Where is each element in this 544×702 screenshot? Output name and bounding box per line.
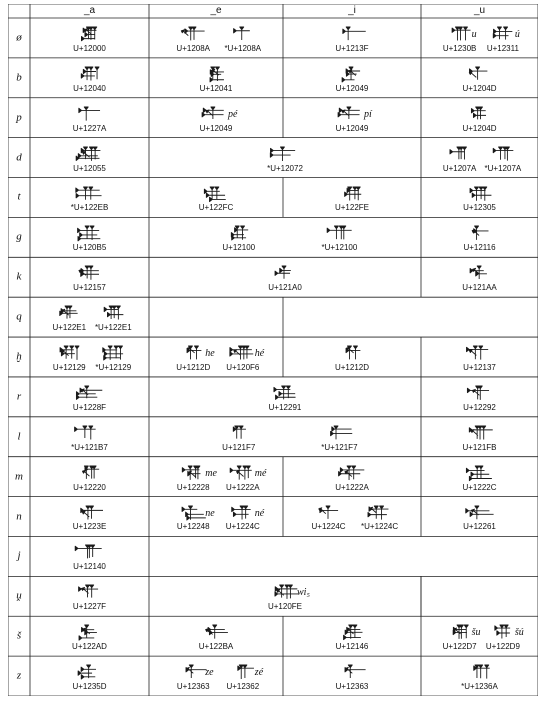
unicode-codepoint: U+1204D [462, 83, 497, 93]
cuneiform-sign-icon [469, 265, 491, 281]
unicode-codepoint: U+120F6 [226, 362, 260, 372]
cuneiform-sign-icon [464, 425, 496, 441]
cuneiform-sign-icon [468, 664, 492, 680]
cuneiform-sign-icon [337, 26, 367, 42]
unicode-codepoint: U+121F7 [222, 442, 256, 452]
unicode-codepoint: *U+1208A [224, 43, 262, 53]
cuneiform-sign-icon [101, 305, 125, 321]
unicode-codepoint: U+1208A [176, 43, 211, 53]
unicode-codepoint: U+12311 [486, 43, 519, 53]
cuneiform-sign-icon [466, 186, 493, 202]
syllabary-table [8, 4, 538, 696]
unicode-codepoint: U+122AD [72, 642, 107, 652]
cuneiform-sign-icon [231, 26, 255, 42]
unicode-codepoint: U+12040 [73, 83, 106, 93]
cuneiform-sign-icon [270, 584, 300, 600]
unicode-codepoint: U+12100 [222, 243, 256, 253]
cuneiform-sign-icon [58, 345, 81, 361]
cuneiform-sign-icon [101, 345, 126, 361]
cuneiform-sign-icon [446, 26, 474, 42]
unicode-codepoint: U+1222C [462, 482, 497, 492]
unicode-codepoint: *U+122E1 [94, 323, 132, 333]
unicode-codepoint: *U+1207A [484, 163, 522, 173]
unicode-codepoint: *U+122EB [70, 203, 109, 213]
unicode-codepoint: U+12041 [199, 83, 233, 93]
cuneiform-sign-icon [341, 186, 364, 202]
unicode-codepoint: U+122D9 [485, 642, 520, 652]
unicode-codepoint: U+12362 [226, 682, 260, 691]
row-label: n [16, 510, 22, 523]
cuneiform-sign-icon [178, 26, 208, 42]
cuneiform-sign-icon [448, 624, 472, 640]
row-label: ṷ [16, 589, 22, 602]
cuneiform-sign-icon [78, 624, 102, 640]
cuneiform-sign-icon [366, 505, 393, 521]
unicode-codepoint: U+12140 [73, 562, 106, 572]
unicode-codepoint: U+12305 [463, 203, 496, 213]
cuneiform-sign-icon [465, 345, 494, 361]
cuneiform-sign-icon [448, 146, 472, 162]
cuneiform-sign-icon [73, 544, 106, 560]
unicode-codepoint: U+12228 [176, 482, 210, 492]
unicode-codepoint: U+121A0 [268, 283, 302, 293]
cuneiform-sign-icon [79, 26, 101, 42]
row-label: t [17, 190, 21, 203]
cuneiform-sign-icon [489, 146, 517, 162]
unicode-codepoint: U+1223E [72, 522, 107, 532]
cuneiform-sign-icon [78, 465, 101, 481]
unicode-codepoint: U+122D7 [442, 642, 477, 652]
cuneiform-sign-icon [272, 385, 299, 401]
cuneiform-sign-icon [79, 66, 101, 82]
row-label: k [16, 270, 22, 283]
cuneiform-sign-icon [73, 186, 106, 202]
cuneiform-sign-icon [76, 265, 103, 281]
cuneiform-sign-icon [231, 664, 254, 680]
unicode-codepoint: *U+1224C [361, 522, 399, 532]
cuneiform-sign-icon [465, 465, 494, 481]
unicode-codepoint: U+1224C [225, 522, 260, 532]
reading-note: u [471, 29, 477, 40]
unicode-codepoint: *U+12129 [95, 362, 132, 372]
cuneiform-sign-icon [490, 26, 516, 42]
unicode-codepoint: U+1212D [334, 362, 370, 372]
unicode-codepoint: U+1227A [72, 123, 107, 133]
cuneiform-sign-icon [324, 225, 355, 241]
cuneiform-sign-icon [179, 664, 207, 680]
reading-note: pí [364, 108, 372, 120]
cuneiform-sign-icon [203, 624, 229, 640]
cuneiform-sign-icon [75, 146, 105, 162]
cuneiform-sign-icon [316, 505, 342, 521]
cuneiform-sign-icon [465, 385, 495, 401]
cuneiform-sign-icon [57, 305, 81, 321]
cuneiform-sign-icon [230, 505, 256, 521]
cuneiform-sign-icon [182, 345, 205, 361]
row-label: q [16, 310, 22, 323]
unicode-codepoint: U+122FE [334, 203, 370, 213]
cuneiform-sign-icon [269, 146, 301, 162]
row-label: g [16, 230, 22, 243]
cuneiform-sign-icon [73, 106, 106, 122]
unicode-codepoint: U+1213F [335, 43, 369, 53]
row-label: j [17, 549, 21, 562]
row-label: m [15, 470, 23, 483]
unicode-codepoint: U+12000 [73, 43, 106, 53]
unicode-codepoint: U+12129 [52, 362, 86, 372]
unicode-codepoint: U+12049 [199, 123, 233, 133]
cuneiform-sign-icon [325, 425, 354, 441]
unicode-codepoint: U+12146 [335, 642, 369, 652]
cuneiform-sign-icon [468, 106, 492, 122]
unicode-codepoint: U+12363 [176, 682, 210, 691]
row-label: r [16, 390, 22, 403]
cuneiform-sign-icon [181, 465, 205, 481]
row-label: ḫ [16, 350, 22, 363]
unicode-codepoint: *U+121F7 [321, 442, 358, 452]
cuneiform-sign-icon [201, 106, 232, 122]
row-label: l [17, 430, 21, 443]
cuneiform-sign-icon [75, 385, 104, 401]
unicode-codepoint: *U+1236A [461, 682, 498, 691]
reading-note: ne [205, 507, 215, 519]
cuneiform-sign-icon [205, 66, 227, 82]
cuneiform-sign-icon [465, 66, 494, 82]
cuneiform-sign-icon [274, 265, 296, 281]
cuneiform-sign-icon [340, 624, 365, 640]
unicode-codepoint: U+120B5 [72, 243, 107, 253]
unicode-codepoint: U+1222A [335, 482, 369, 492]
cuneiform-sign-icon [227, 425, 250, 441]
cuneiform-sign-icon [341, 345, 364, 361]
reading-note: né [254, 507, 265, 519]
row-label: d [16, 151, 22, 164]
unicode-codepoint: U+12055 [73, 163, 106, 173]
unicode-codepoint: U+1222A [226, 482, 260, 492]
cuneiform-sign-icon [180, 505, 207, 521]
reading-note: he [205, 348, 215, 360]
cuneiform-sign-icon [337, 106, 368, 122]
unicode-codepoint: *U+12100 [321, 243, 358, 253]
unicode-codepoint: U+1207A [442, 163, 477, 173]
row-label: ø [16, 31, 22, 44]
unicode-codepoint: *U+121B7 [71, 442, 108, 452]
reading-note: me [205, 467, 217, 479]
cuneiform-sign-icon [75, 505, 105, 521]
reading-note: hé [254, 348, 265, 360]
cuneiform-sign-icon [468, 225, 491, 241]
unicode-codepoint: U+1212D [176, 362, 211, 372]
unicode-codepoint: *U+12072 [267, 163, 303, 173]
unicode-codepoint: U+12220 [73, 482, 106, 492]
unicode-codepoint: U+12292 [463, 402, 496, 412]
unicode-codepoint: U+1230B [442, 43, 477, 53]
row-label: z [16, 669, 22, 682]
unicode-codepoint: U+122BA [198, 642, 234, 652]
unicode-codepoint: U+12049 [335, 123, 369, 133]
cuneiform-sign-icon [491, 624, 515, 640]
unicode-codepoint: U+121AA [462, 283, 497, 293]
reading-note: šú [514, 627, 524, 639]
reading-note: ze [205, 667, 214, 679]
unicode-codepoint: U+1224C [311, 522, 346, 532]
unicode-codepoint: U+122FC [198, 203, 234, 213]
cuneiform-sign-icon [203, 186, 229, 202]
row-label: p [16, 111, 22, 124]
cuneiform-sign-icon [337, 465, 367, 481]
reading-note: wi₅ [297, 587, 310, 599]
cuneiform-sign-icon [464, 505, 496, 521]
unicode-codepoint: U+12248 [176, 522, 210, 532]
cuneiform-sign-icon [76, 584, 104, 600]
cuneiform-sign-icon [227, 345, 258, 361]
unicode-codepoint: U+12116 [463, 243, 496, 253]
cuneiform-sign-icon [228, 225, 250, 241]
unicode-codepoint: U+12049 [335, 83, 369, 93]
unicode-codepoint: U+12363 [335, 682, 369, 691]
unicode-codepoint: U+122E1 [52, 323, 87, 333]
cuneiform-sign-icon [73, 425, 106, 441]
cuneiform-sign-icon [341, 66, 363, 82]
unicode-codepoint: U+1227F [72, 602, 107, 612]
reading-note: mé [254, 467, 267, 479]
reading-note: šu [471, 627, 481, 639]
column-header: _a [83, 5, 96, 16]
cuneiform-sign-icon [77, 664, 102, 680]
cuneiform-sign-icon [229, 465, 257, 481]
column-header: _e [210, 5, 222, 16]
reading-note: zé [254, 667, 264, 679]
column-header: _i [348, 5, 356, 16]
unicode-codepoint: U+1228F [72, 402, 107, 412]
unicode-codepoint: U+12291 [268, 402, 302, 412]
cuneiform-sign-icon [75, 225, 104, 241]
unicode-codepoint: U+12137 [463, 362, 496, 372]
reading-note: ú [514, 29, 520, 40]
row-label: b [16, 71, 22, 84]
unicode-codepoint: U+120FE [267, 602, 303, 612]
unicode-codepoint: U+12261 [463, 522, 496, 532]
unicode-codepoint: U+12157 [73, 283, 106, 293]
column-header: _u [473, 5, 486, 16]
unicode-codepoint: U+1235D [72, 682, 107, 691]
reading-note: pé [228, 108, 238, 120]
unicode-codepoint: U+1204D [462, 123, 497, 133]
row-label: š [16, 629, 22, 642]
unicode-codepoint: U+121FB [462, 442, 497, 452]
cuneiform-sign-icon [338, 664, 366, 680]
